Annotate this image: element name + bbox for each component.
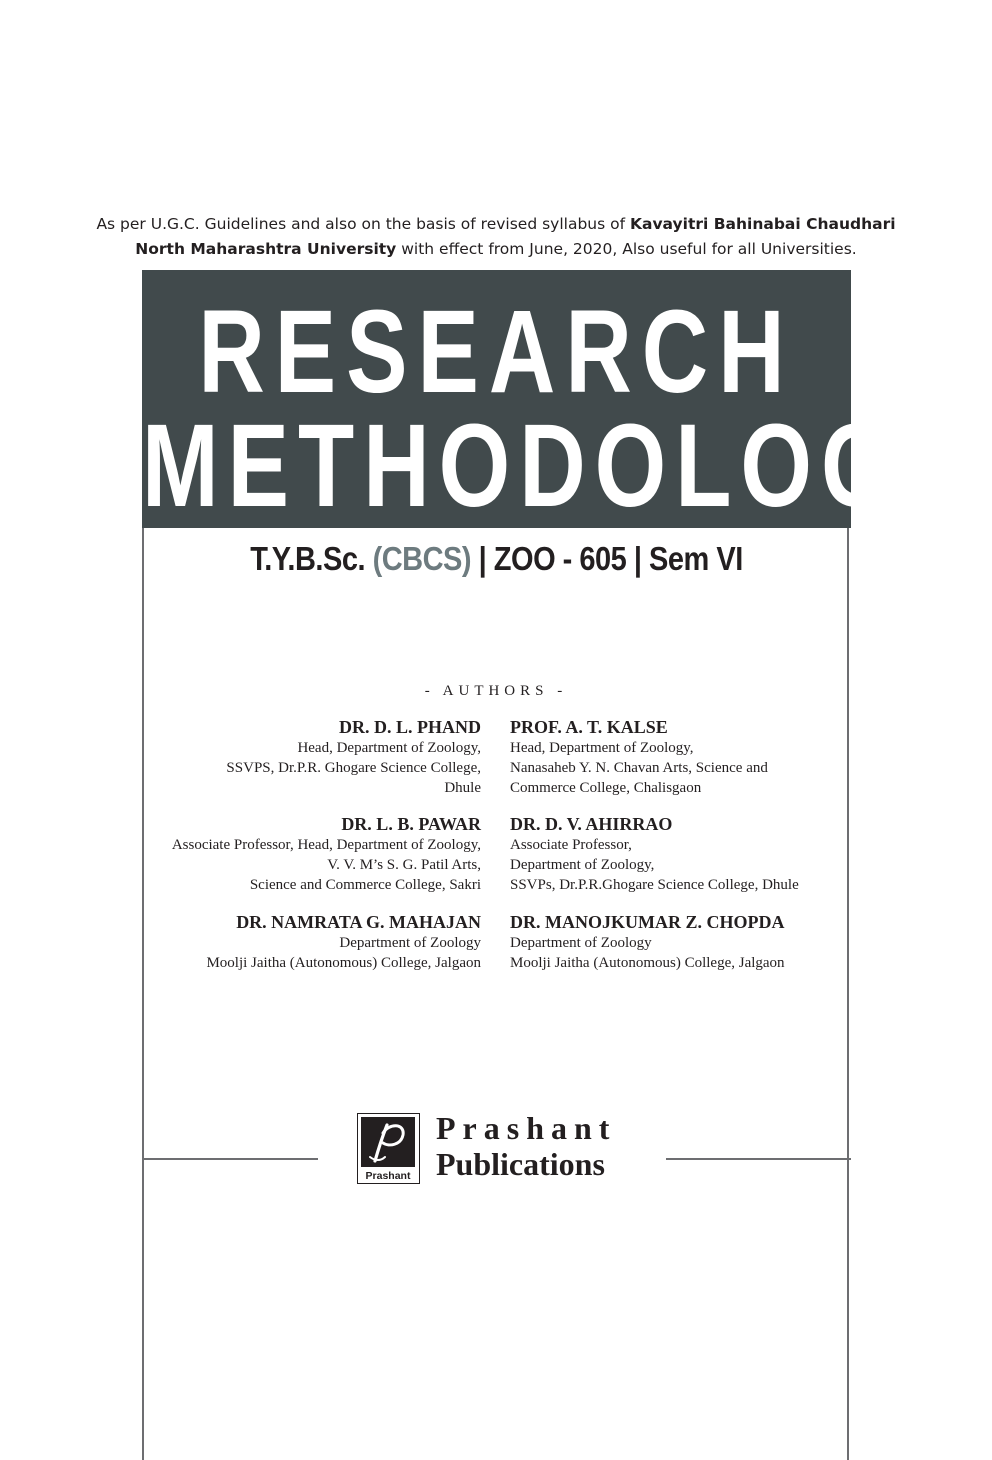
author-affiliation: Moolji Jaitha (Autonomous) College, Jalgaon bbox=[206, 955, 481, 971]
syllabus-note-line-1 bbox=[0, 212, 992, 237]
university-name-part: North Maharashtra University bbox=[135, 240, 397, 258]
author-affiliation: Dhule bbox=[444, 780, 481, 796]
book-title-line-1: RESEARCH bbox=[198, 287, 795, 418]
logo-emblem bbox=[361, 1117, 415, 1167]
author-affiliation: SSVPS, Dr.P.R. Ghogare Science College, bbox=[226, 760, 481, 776]
note-text: As per U.G.C. Guidelines and also on the basis of revised syllabus of bbox=[96, 215, 630, 233]
title-band bbox=[142, 270, 972, 532]
frame-bottom-rule-right bbox=[666, 1158, 851, 1160]
course-subtitle bbox=[142, 541, 851, 579]
syllabus-note-line-2 bbox=[0, 237, 992, 262]
author-block bbox=[510, 911, 785, 973]
author-name: DR. D. V. AHIRRAO bbox=[510, 814, 673, 834]
author-affiliation: Department of Zoology, bbox=[510, 857, 655, 873]
note-text: with effect from June, 2020, Also useful for all Universities. bbox=[396, 240, 857, 258]
author-name: DR. NAMRATA G. MAHAJAN bbox=[236, 912, 481, 932]
author-affiliation: Head, Department of Zoology, bbox=[297, 740, 481, 756]
scheme-label: (CBCS) bbox=[372, 541, 472, 578]
author-block bbox=[206, 911, 481, 973]
separator: | bbox=[471, 541, 494, 578]
author-block bbox=[510, 716, 768, 798]
publisher-logo bbox=[357, 1113, 420, 1184]
author-affiliation: Department of Zoology bbox=[339, 935, 481, 951]
logo-caption: Prashant bbox=[365, 1170, 411, 1182]
author-block bbox=[172, 813, 481, 895]
semester-label: Sem VI bbox=[649, 541, 743, 578]
author-affiliation: Commerce College, Chalisgaon bbox=[510, 780, 702, 796]
author-block bbox=[510, 813, 799, 895]
author-affiliation: SSVPs, Dr.P.R.Ghogare Science College, Dhule bbox=[510, 877, 799, 893]
authors-heading: - AUTHORS - bbox=[424, 683, 568, 699]
author-affiliation: Moolji Jaitha (Autonomous) College, Jalgaon bbox=[510, 955, 785, 971]
author-name: DR. L. B. PAWAR bbox=[341, 814, 481, 834]
author-name: DR. D. L. PHAND bbox=[339, 717, 481, 737]
university-name-part: Kavayitri Bahinabai Chaudhari bbox=[629, 215, 896, 233]
author-affiliation: Nanasaheb Y. N. Chavan Arts, Science and bbox=[510, 760, 768, 776]
author-name: DR. MANOJKUMAR Z. CHOPDA bbox=[510, 912, 785, 932]
publisher-name-line-2: Publications bbox=[436, 1146, 605, 1182]
author-affiliation: Associate Professor, Head, Department of Zoology, bbox=[171, 837, 481, 853]
author-affiliation: V. V. M’s S. G. Patil Arts, bbox=[327, 857, 481, 873]
separator: | bbox=[626, 541, 650, 578]
author-affiliation: Department of Zoology bbox=[510, 935, 652, 951]
frame-bottom-rule-left bbox=[142, 1158, 318, 1160]
p-monogram-icon bbox=[361, 1117, 415, 1167]
syllabus-note bbox=[0, 212, 992, 262]
author-affiliation: Associate Professor, bbox=[510, 837, 632, 853]
author-name: PROF. A. T. KALSE bbox=[510, 717, 668, 737]
author-block bbox=[226, 716, 481, 798]
author-affiliation: Head, Department of Zoology, bbox=[510, 740, 694, 756]
paper-code: ZOO - 605 bbox=[493, 541, 627, 578]
book-title-line-2: METHODOLOGY bbox=[142, 401, 972, 532]
author-affiliation: Science and Commerce College, Sakri bbox=[249, 877, 481, 893]
publisher-name-line-1: Prashant bbox=[436, 1110, 617, 1146]
course-name: T.Y.B.Sc. bbox=[250, 541, 373, 578]
